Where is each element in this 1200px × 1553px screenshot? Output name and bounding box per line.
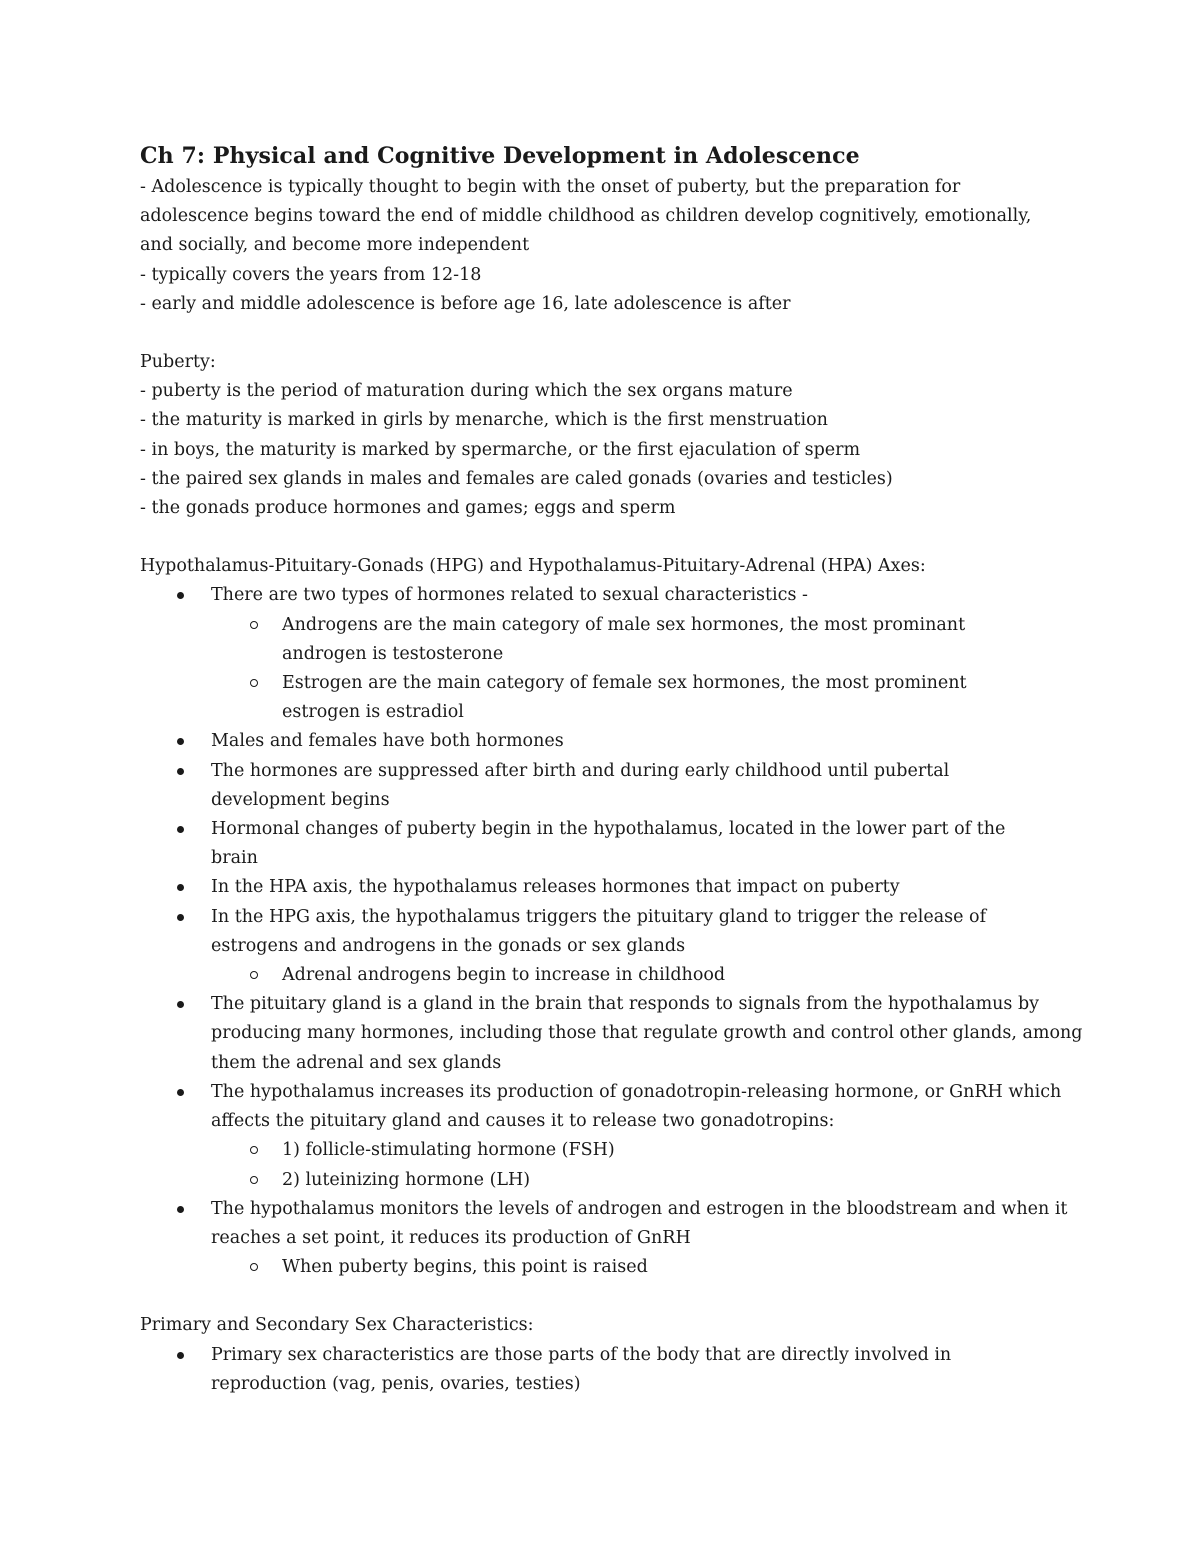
hollow-bullet-icon <box>250 621 258 629</box>
intro-line: - early and middle adolescence is before age 16, late adolescence is after <box>140 293 791 314</box>
list-item <box>140 1078 1091 1136</box>
bullet-icon <box>177 826 184 833</box>
list-item-text: Hormonal changes of puberty begin in the hypothalamus, located in the lower part of the brain <box>211 819 1006 869</box>
sub-list-item <box>140 1166 1070 1195</box>
spacer <box>140 319 1070 348</box>
list-item <box>140 581 1070 610</box>
bullet-icon <box>177 884 184 891</box>
puberty-line: - the gonads produce hormones and games; eggs and sperm <box>140 498 676 519</box>
list-item <box>140 990 1126 1078</box>
puberty-line: - the paired sex glands in males and females are caled gonads (ovaries and testicles) <box>140 468 893 489</box>
list-item-text: Estrogen are the main category of female sex hormones, the most prominent estrogen is estradiol <box>282 673 967 723</box>
bullet-icon <box>177 768 184 775</box>
sub-list-item <box>140 669 982 727</box>
intro-line: - typically covers the years from 12-18 <box>140 264 482 285</box>
list-item-text: Adrenal androgens begin to increase in childhood <box>282 965 726 986</box>
hollow-bullet-icon <box>250 971 258 979</box>
document-page <box>140 139 1083 1399</box>
intro-line: - Adolescence is typically thought to begin with the onset of puberty, but the preparation for adolescence begins toward the end of middle childhood as children develop cognitively, emotionally, and socially, and become more independent <box>140 177 1032 256</box>
bullet-icon <box>177 592 184 599</box>
list-item-text: Primary sex characteristics are those parts of the body that are directly involved in reproduction (vag, penis, ovaries, testies) <box>211 1344 952 1394</box>
hollow-bullet-icon <box>250 1176 258 1184</box>
list-item <box>140 1341 1051 1399</box>
bullet-icon <box>177 1001 184 1008</box>
hollow-bullet-icon <box>250 1263 258 1271</box>
list-item-text: 2) luteinizing hormone (LH) <box>282 1169 531 1190</box>
bullet-icon <box>177 1352 184 1359</box>
axes-list <box>140 581 1083 1282</box>
spacer <box>140 1282 1070 1311</box>
section-heading-puberty: Puberty: <box>140 352 216 373</box>
list-item <box>140 815 1046 873</box>
bullet-icon <box>177 914 184 921</box>
puberty-line: - in boys, the maturity is marked by spermarche, or the first ejaculation of sperm <box>140 439 861 460</box>
section-heading-sex-characteristics: Primary and Secondary Sex Characteristics: <box>140 1315 534 1336</box>
list-item <box>140 1195 1091 1253</box>
section-heading-axes: Hypothalamus-Pituitary-Gonads (HPG) and Hypothalamus-Pituitary-Adrenal (HPA) Axes: <box>140 556 926 577</box>
sex-characteristics-list <box>140 1341 1070 1399</box>
list-item <box>140 727 1070 756</box>
list-item-text: The hypothalamus increases its production of gonadotropin-releasing hormone, or GnRH which affects the pituitary gland and causes it to release two gonadotropins: <box>211 1081 1062 1132</box>
puberty-line: - puberty is the period of maturation during which the sex organs mature <box>140 381 793 402</box>
list-item <box>140 757 971 815</box>
spacer <box>140 523 1070 552</box>
list-item-text: The hypothalamus monitors the levels of androgen and estrogen in the bloodstream and when it reaches a set point, it reduces its production of GnRH <box>211 1198 1068 1248</box>
bullet-icon <box>177 1089 184 1096</box>
list-item-text: When puberty begins, this point is raised <box>282 1257 648 1278</box>
sub-list-item <box>140 961 1070 990</box>
sub-list-item <box>140 1136 1070 1165</box>
list-item-text: In the HPA axis, the hypothalamus releases hormones that impact on puberty <box>211 877 900 898</box>
list-item-text: There are two types of hormones related to sexual characteristics - <box>211 585 808 606</box>
list-item <box>140 873 1070 902</box>
bullet-icon <box>177 1206 184 1213</box>
bullet-icon <box>177 738 184 745</box>
hollow-bullet-icon <box>250 679 258 687</box>
sub-list-item <box>140 611 982 669</box>
list-item-text: 1) follicle-stimulating hormone (FSH) <box>282 1140 615 1161</box>
list-item-text: Androgens are the main category of male sex hormones, the most prominant androgen is testosterone <box>282 614 966 664</box>
list-item-text: In the HPG axis, the hypothalamus triggers the pituitary gland to trigger the release of estrogens and androgens in the gonads or sex glands <box>211 906 987 956</box>
hollow-bullet-icon <box>250 1146 258 1154</box>
page-title: Ch 7: Physical and Cognitive Development in Adolescence <box>140 143 860 169</box>
sub-list-item <box>140 1253 1070 1282</box>
list-item-text: The hormones are suppressed after birth and during early childhood until pubertal development begins <box>211 760 950 810</box>
puberty-line: - the maturity is marked in girls by menarche, which is the first menstruation <box>140 410 828 431</box>
list-item-text: The pituitary gland is a gland in the brain that responds to signals from the hypothalamus by producing many hormones, including those that regulate growth and control other glands, among them the adrenal and sex glands <box>211 994 1083 1073</box>
list-item-text: Males and females have both hormones <box>211 731 564 752</box>
list-item <box>140 903 1046 961</box>
